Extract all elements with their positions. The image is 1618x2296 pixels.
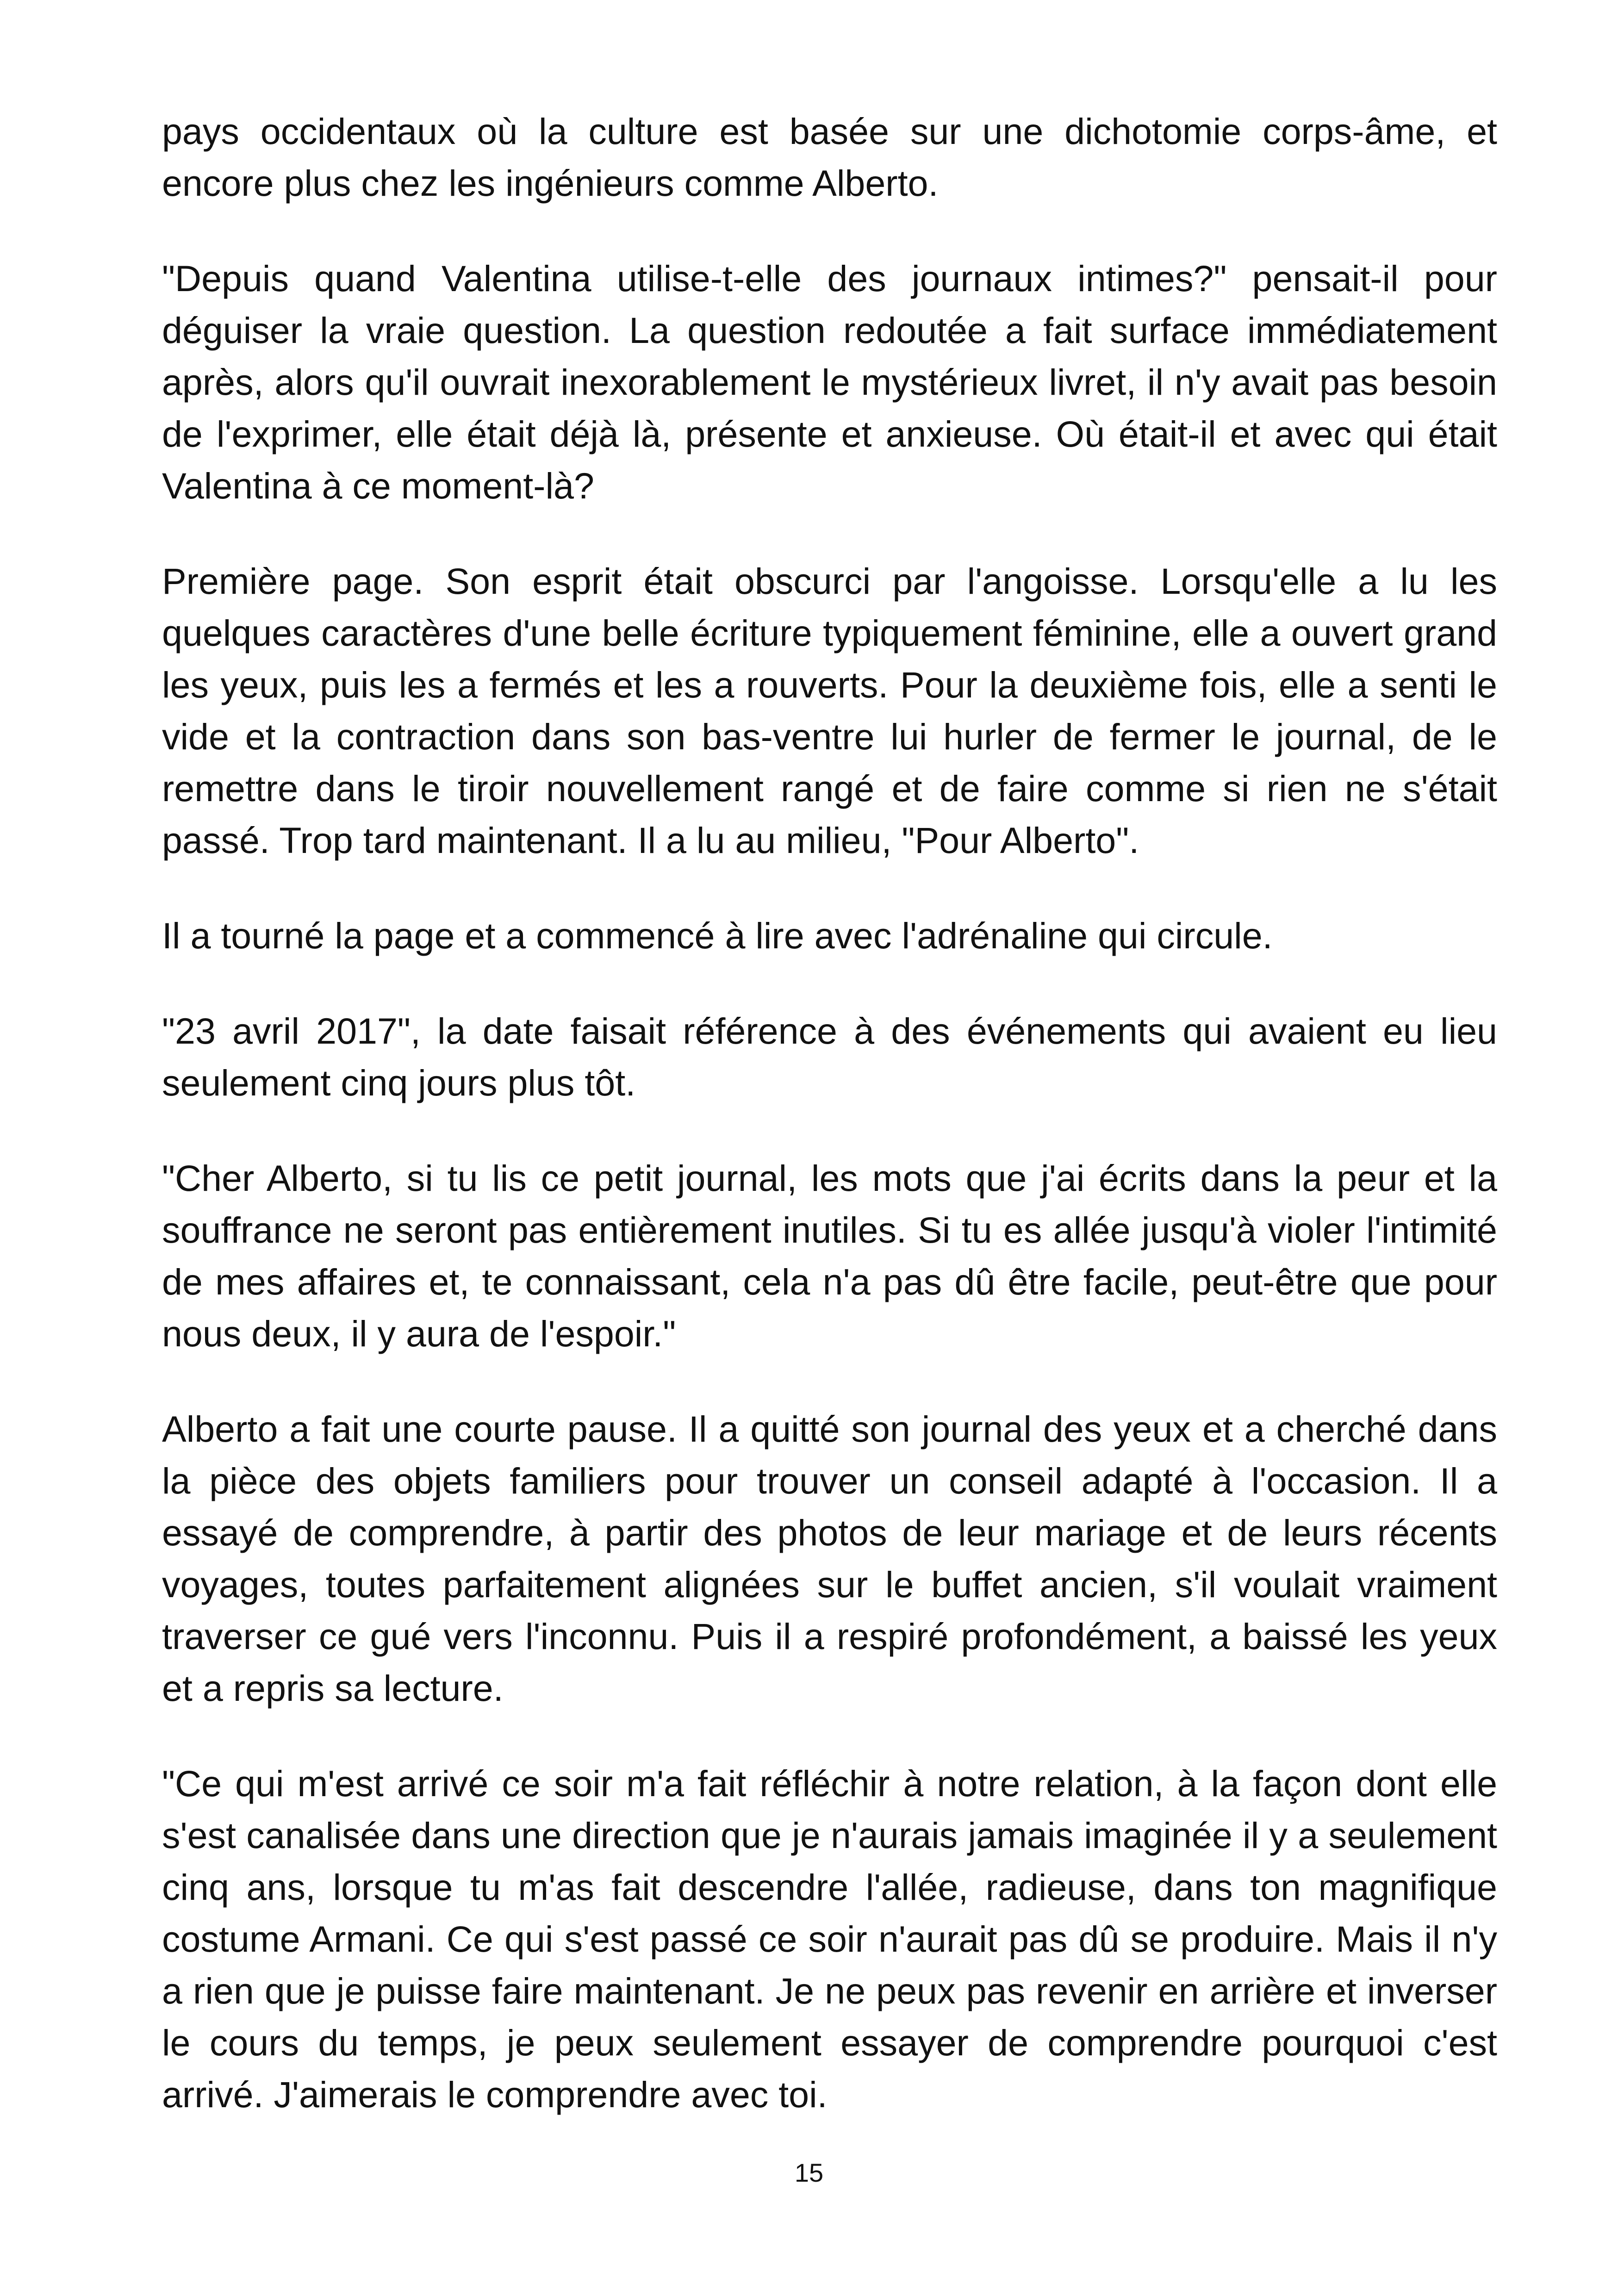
paragraph-7: Alberto a fait une courte pause. Il a quitté son journal des yeux et a cherché dans la pièce des objets familiers pour trouver un conseil adapté à l'occasion. Il a essayé de comprendre, à partir des photos de leur mariage et de leurs récents voyages, toutes parfaitement alignées sur le buffet ancien, s'il voulait vraiment traverser ce gué vers l'inconnu. Puis il a respiré profondément, a baissé les yeux et a repris sa lecture. xyxy=(162,1408,1497,1709)
paragraph-1: pays occidentaux où la culture est basée sur une dichotomie corps-âme, et encore plus chez les ingénieurs comme Alberto. xyxy=(162,111,1497,204)
page-number: 15 xyxy=(794,2158,824,2187)
paragraph-6: "Cher Alberto, si tu lis ce petit journal, les mots que j'ai écrits dans la peur et la souffrance ne seront pas entièrement inutiles. Si tu es allée jusqu'à violer l'intimité de mes affaires et, te connaissant, cela n'a pas dû être facile, peut-être que pour nous deux, il y aura de l'espoir." xyxy=(162,1157,1497,1354)
paragraph-5: "23 avril 2017", la date faisait référence à des événements qui avaient eu lieu seulement cinq jours plus tôt. xyxy=(162,1010,1497,1103)
paragraph-8: "Ce qui m'est arrivé ce soir m'a fait réfléchir à notre relation, à la façon dont elle s'est canalisée dans une direction que je n'aurais jamais imaginée il y a seulement cinq ans, lorsque tu m'as fait descendre l'allée, radieuse, dans ton magnifique costume Armani. Ce qui s'est passé ce soir n'aurait pas dû se produire. Mais il n'y a rien que je puisse faire maintenant. Je ne peux pas revenir en arrière et inverser le cours du temps, je peux seulement essayer de comprendre pourquoi c'est arrivé. J'aimerais le comprendre avec toi. xyxy=(162,1763,1497,2115)
paragraph-4: Il a tourné la page et a commencé à lire avec l'adrénaline qui circule. xyxy=(162,915,1273,956)
body-text xyxy=(162,106,1497,2121)
paragraph-2: "Depuis quand Valentina utilise-t-elle des journaux intimes?" pensait-il pour déguiser la vraie question. La question redoutée a fait surface immédiatement après, alors qu'il ouvrait inexorablement le mystérieux livret, il n'y avait pas besoin de l'exprimer, elle était déjà là, présente et anxieuse. Où était-il et avec qui était Valentina à ce moment-là? xyxy=(162,258,1497,506)
paragraph-3: Première page. Son esprit était obscurci par l'angoisse. Lorsqu'elle a lu les quelques caractères d'une belle écriture typiquement féminine, elle a ouvert grand les yeux, puis les a fermés et les a rouverts. Pour la deuxième fois, elle a senti le vide et la contraction dans son bas-ventre lui hurler de fermer le journal, de le remettre dans le tiroir nouvellement rangé et de faire comme si rien ne s'était passé. Trop tard maintenant. Il a lu au milieu, "Pour Alberto". xyxy=(162,560,1497,861)
